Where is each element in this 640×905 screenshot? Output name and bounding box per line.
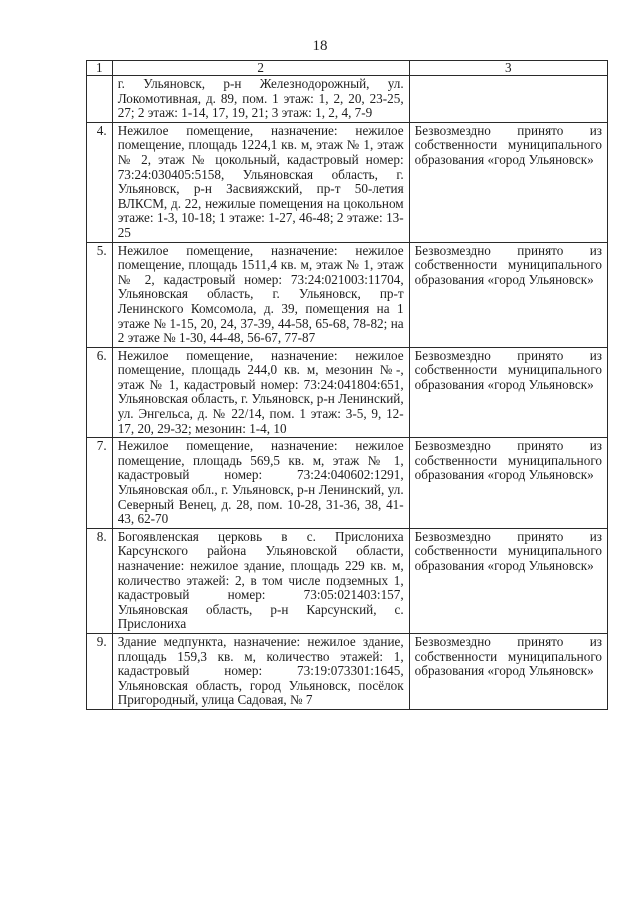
header-col-3: 3 xyxy=(409,61,607,76)
property-table xyxy=(86,60,608,710)
table-row xyxy=(87,122,608,242)
row-number: 8. xyxy=(87,528,113,633)
table-row xyxy=(87,438,608,529)
row-basis xyxy=(409,76,607,123)
row-basis: Безвозмездно принято из собственности муниципального образования «город Ульяновск» xyxy=(409,438,607,529)
row-basis: Безвозмездно принято из собственности муниципального образования «город Ульяновск» xyxy=(409,122,607,242)
row-description: Нежилое помещение, назначение: нежилое помещение, площадь 1511,4 кв. м, этаж № 1, этаж № 2, кадастровый номер: 73:24:021003:11704, Ульяновская область, г. Ульяновск, пр-т Ленинского Комсомола, д. 39, помещения на 1 этаже № 1-15, 20, 24, 37-39, 44-58, 65-68, 78-82; на 2 этаже № 1-30, 44-48, 56-67, 77-87 xyxy=(112,242,409,347)
row-description: Богоявленская церковь в с. Прислониха Карсунского района Ульяновской области, назначение: нежилое здание, площадь 229 кв. м, количество этажей: 2, в том числе подземных 1, кадастровый номер: 73:05:021403:157, Ульяновская область, р-н Карсунский, с. Прислониха xyxy=(112,528,409,633)
row-basis: Безвозмездно принято из собственности муниципального образования «город Ульяновск» xyxy=(409,633,607,709)
row-number: 5. xyxy=(87,242,113,347)
row-description: Здание медпункта, назначение: нежилое здание, площадь 159,3 кв. м, количество этажей: 1, кадастровый номер: 73:19:073301:1645, Ульяновская область, город Ульяновск, посёлок Пригородный, улица Садовая, № 7 xyxy=(112,633,409,709)
table-row xyxy=(87,76,608,123)
row-number: 9. xyxy=(87,633,113,709)
table-row xyxy=(87,633,608,709)
row-description: г. Ульяновск, р-н Железнодорожный, ул. Локомотивная, д. 89, пом. 1 этаж: 1, 2, 20, 23-25, 27; 2 этаж: 1-14, 17, 19, 21; 3 этаж: 1, 2, 4, 7-9 xyxy=(112,76,409,123)
header-col-1: 1 xyxy=(87,61,113,76)
row-number: 7. xyxy=(87,438,113,529)
header-col-2: 2 xyxy=(112,61,409,76)
row-number: 4. xyxy=(87,122,113,242)
row-basis: Безвозмездно принято из собственности муниципального образования «город Ульяновск» xyxy=(409,528,607,633)
table-header-row xyxy=(87,61,608,76)
table-row xyxy=(87,528,608,633)
row-description: Нежилое помещение, назначение: нежилое помещение, площадь 569,5 кв. м, этаж № 1, кадастровый номер: 73:24:040602:1291, Ульяновская обл., г. Ульяновск, р-н Ленинский, ул. Северный Венец, д. 28, пом. 10-28, 31-36, 38, 41-43, 62-70 xyxy=(112,438,409,529)
page-number: 18 xyxy=(312,38,328,54)
table-row xyxy=(87,347,608,438)
row-number: 6. xyxy=(87,347,113,438)
row-description: Нежилое помещение, назначение: нежилое помещение, площадь 1224,1 кв. м, этаж № 1, этаж № 2, этаж № цокольный, кадастровый номер: 73:24:030405:5158, Ульяновская область, г. Ульяновск, р-н Засвияжский, пр-т 50-летия ВЛКСМ, д. 22, нежилые помещения на цокольном этаже: 1-3, 10-18; 1 этаже: 1-27, 46-48; 2 этаже: 13-25 xyxy=(112,122,409,242)
row-basis: Безвозмездно принято из собственности муниципального образования «город Ульяновск» xyxy=(409,242,607,347)
row-description: Нежилое помещение, назначение: нежилое помещение, площадь 244,0 кв. м, мезонин №-, этаж № 1, кадастровый номер: 73:24:041804:651, Ульяновская область, г. Ульяновск, р-н Ленинский, ул. Энгельса, д. № 22/14, пом. 1 этаж: 3-5, 9, 12-17, 20, 29-32; мезонин: 1-4, 10 xyxy=(112,347,409,438)
row-basis: Безвозмездно принято из собственности муниципального образования «город Ульяновск» xyxy=(409,347,607,438)
row-number xyxy=(87,76,113,123)
table-row xyxy=(87,242,608,347)
